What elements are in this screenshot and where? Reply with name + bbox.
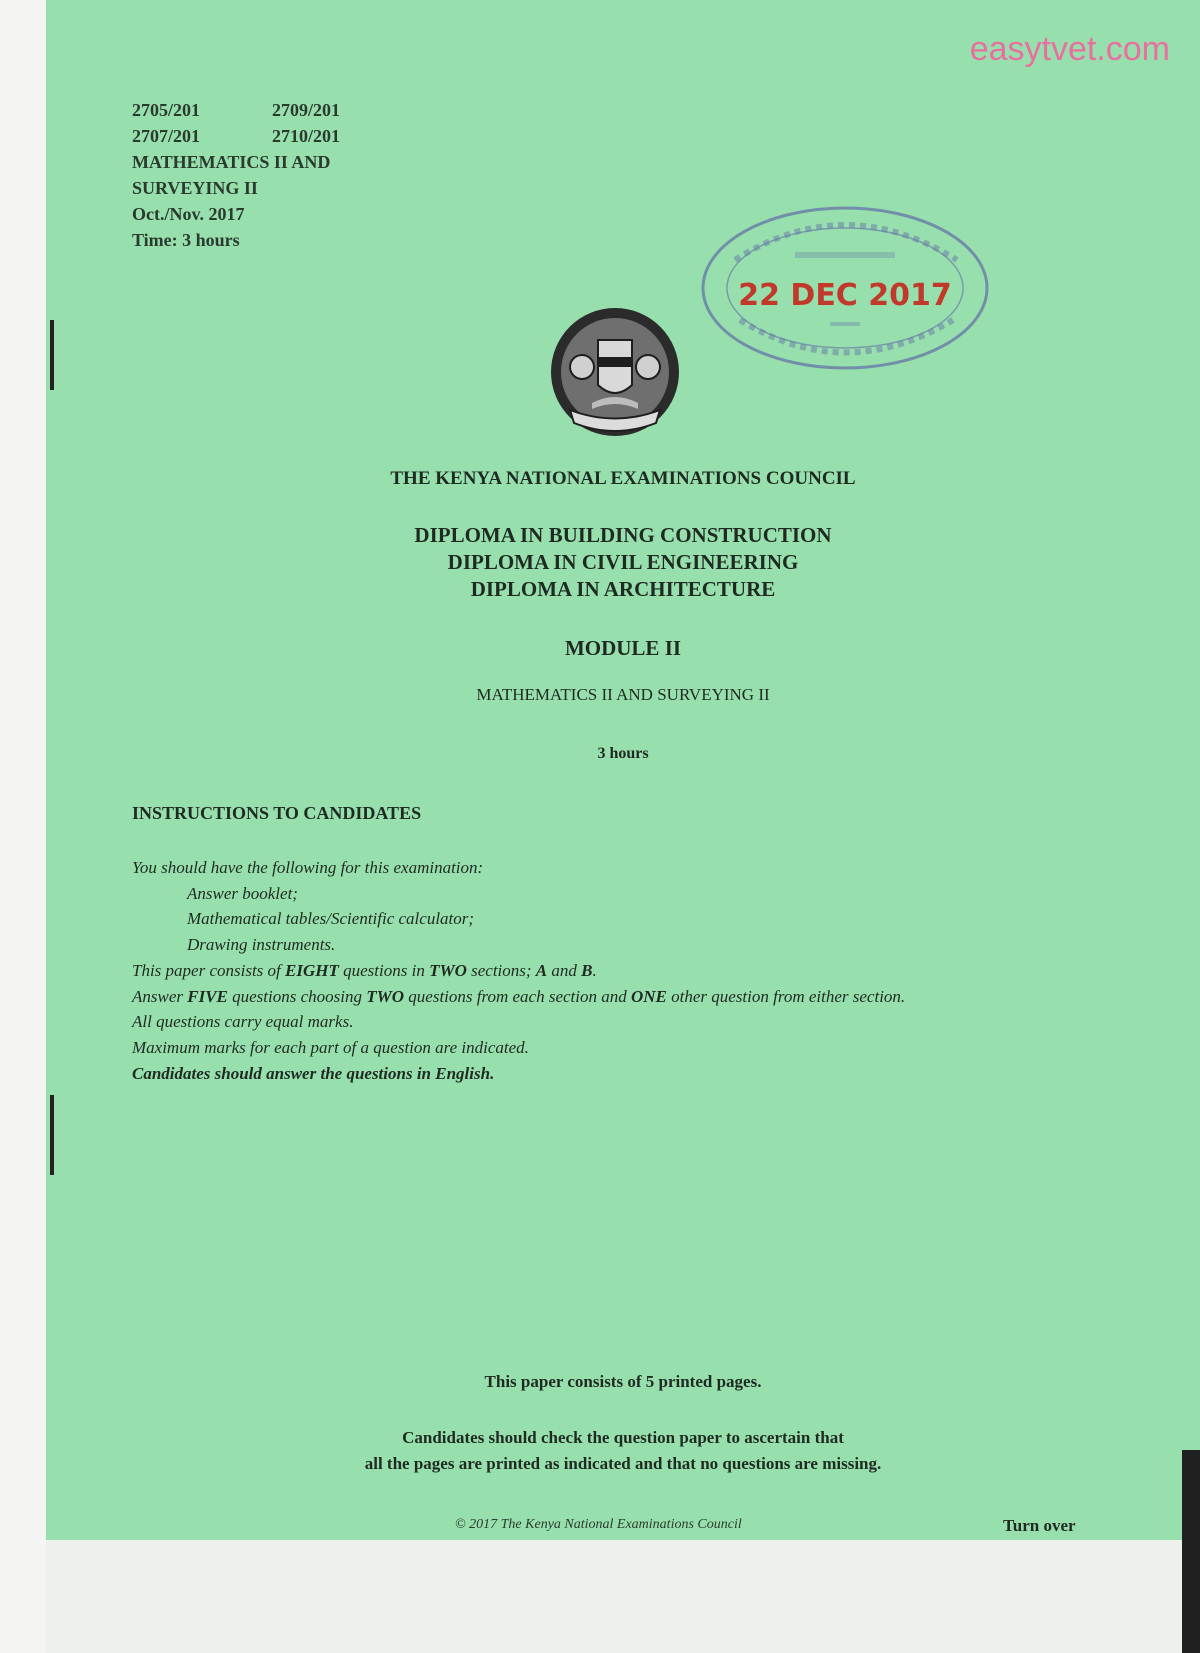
kenya-coat-of-arms-icon: [548, 305, 683, 440]
duration: 3 hours: [597, 745, 649, 762]
check-note-line: Candidates should check the question paper to ascertain that: [402, 1428, 844, 1447]
diploma-title: DIPLOMA IN CIVIL ENGINEERING: [447, 550, 799, 574]
text-emphasis: A: [535, 960, 548, 980]
watermark-link[interactable]: easytvet.com: [969, 30, 1170, 68]
text-emphasis: TWO: [429, 960, 467, 980]
scan-edge: [1182, 1450, 1200, 1653]
exam-time: Time: 3 hours: [132, 230, 240, 250]
council-name: THE KENYA NATIONAL EXAMINATIONS COUNCIL: [390, 468, 856, 489]
paper-code: 2709/201: [272, 100, 341, 120]
paper-header: [132, 97, 412, 253]
instructions-body: [132, 855, 1032, 1086]
paper-title-line: SURVEYING II: [132, 178, 258, 198]
text-emphasis: FIVE: [187, 986, 228, 1006]
text-run: This paper consists of: [132, 960, 286, 980]
required-item: Answer booklet;: [187, 883, 298, 903]
paper-title-line: MATHEMATICS II AND: [132, 152, 331, 172]
text-emphasis: EIGHT: [285, 960, 339, 980]
exam-session: Oct./Nov. 2017: [132, 204, 245, 224]
binding-mark-top: [50, 320, 54, 390]
instruction-marks: All questions carry equal marks.: [132, 1012, 354, 1032]
paper-code: 2710/201: [272, 126, 341, 146]
stamp-date: 22 DEC 2017: [738, 278, 952, 313]
instruction-language: Candidates should answer the questions in English.: [132, 1063, 495, 1083]
text-run: and: [547, 960, 582, 980]
text-run: sections;: [466, 960, 536, 980]
subject-title: MATHEMATICS II AND SURVEYING II: [476, 685, 770, 704]
instruction-answer: [132, 984, 1032, 1010]
diploma-title: DIPLOMA IN BUILDING CONSTRUCTION: [414, 523, 832, 547]
text-run: questions in: [338, 960, 430, 980]
module-title: MODULE II: [564, 636, 682, 660]
scan-margin: [46, 1540, 1200, 1653]
library-stamp-icon: [695, 200, 995, 375]
copyright-notice: © 2017 The Kenya National Examinations Council: [455, 1517, 742, 1532]
paper-code-row: [132, 97, 412, 123]
text-emphasis: TWO: [366, 986, 405, 1006]
required-item: Mathematical tables/Scientific calculator;: [187, 909, 475, 929]
page-count-note: This paper consists of 5 printed pages.: [484, 1372, 762, 1391]
required-item: Drawing instruments.: [187, 935, 336, 955]
turn-over-label: Turn over: [1003, 1516, 1076, 1535]
diploma-title: DIPLOMA IN ARCHITECTURE: [470, 577, 776, 601]
check-pages-note: [46, 1425, 1200, 1477]
text-run: questions choosing: [227, 986, 367, 1006]
text-emphasis: B: [581, 960, 593, 980]
text-run: Answer: [132, 986, 188, 1006]
instruction-intro: You should have the following for this examination:: [132, 858, 484, 877]
instruction-sections: [132, 958, 1032, 984]
text-run: other question from either section.: [666, 986, 906, 1006]
instructions-heading: INSTRUCTIONS TO CANDIDATES: [132, 803, 422, 823]
paper-code: 2705/201: [132, 100, 201, 120]
paper-code: 2707/201: [132, 126, 201, 146]
text-emphasis: ONE: [630, 986, 667, 1006]
instruction-max-marks: Maximum marks for each part of a question are indicated.: [132, 1037, 529, 1057]
text-run: questions from each section and: [404, 986, 631, 1006]
diploma-list: [46, 522, 1200, 603]
binding-mark-bottom: [50, 1095, 54, 1175]
paper-code-row: [132, 123, 412, 149]
text-run: .: [592, 960, 597, 980]
check-note-line: all the pages are printed as indicated and that no questions are missing.: [364, 1454, 882, 1473]
